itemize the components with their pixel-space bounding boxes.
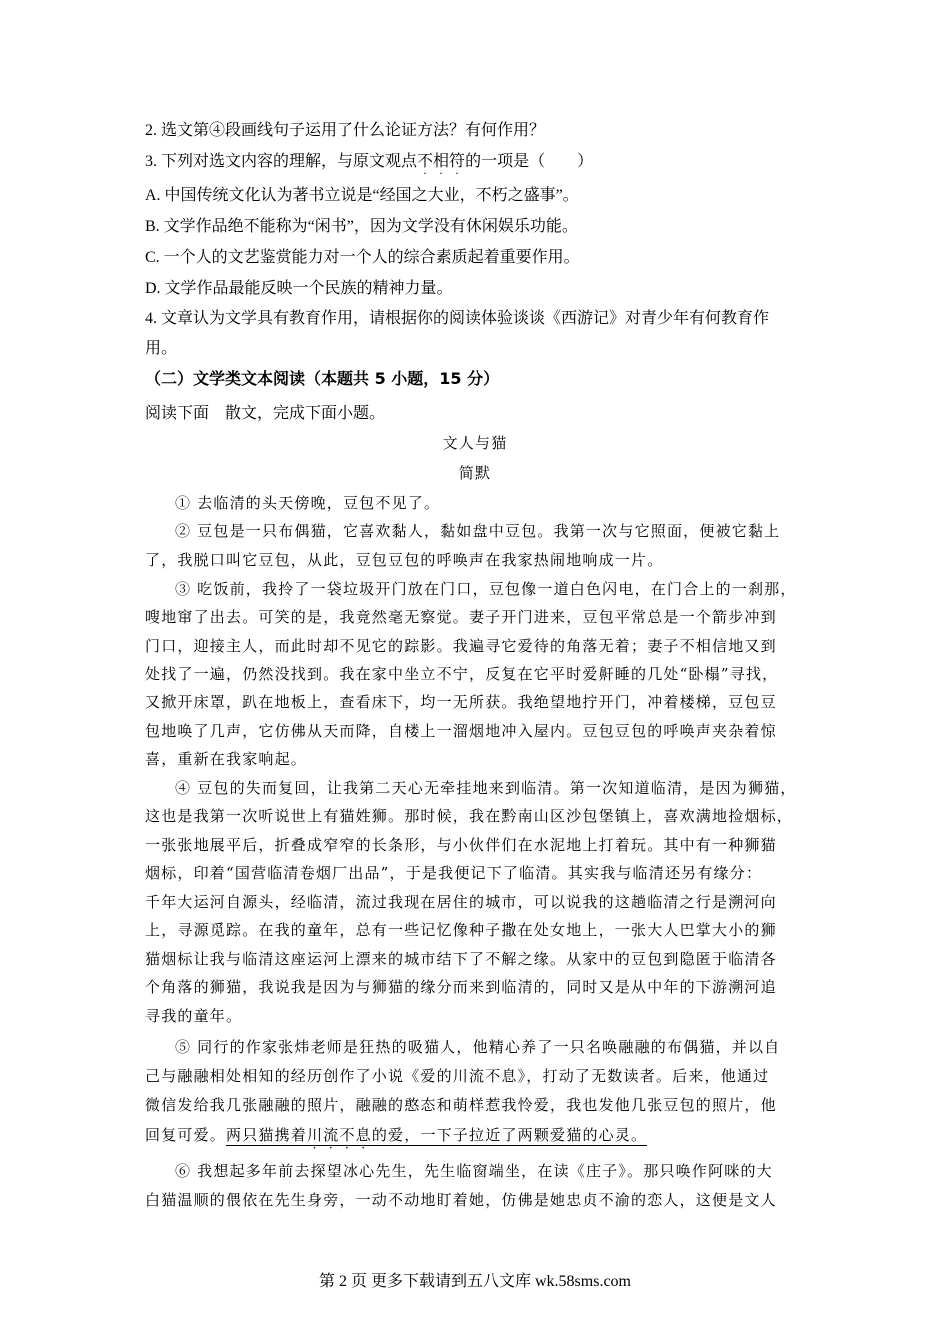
emphasis-char: 相 — [433, 153, 450, 170]
emphasis-char: 流 — [323, 1126, 340, 1144]
article-title: 文人与猫 — [442, 434, 508, 452]
question-3-tail: 的一项是（ ） — [465, 153, 594, 170]
paragraph-4-line: 猫烟标让我与临清这座运河上漂来的城市结下了不解之缘。从家中的豆包到隐匿于临清各 — [145, 950, 777, 968]
paragraph-4-line: 烟标，印着“国营临清卷烟厂出品”，于是我便记下了临清。其实我与临清还另有缘分： — [145, 864, 763, 882]
paragraph-1: ① 去临清的头天傍晚，豆包不见了。 — [175, 494, 441, 512]
paragraph-3-line: 嗖地窜了出去。可笑的是，我竟然毫无察觉。妻子开门进来，豆包平常总是一个箭步冲到 — [145, 608, 777, 626]
paragraph-4-line: 个角落的狮猫，我说我是因为与狮猫的缘分而来到临清的，同时又是从中年的下游溯河追 — [145, 978, 777, 996]
option-a: A. 中国传统文化认为著书立说是“经国之大业，不朽之盛事”。 — [145, 187, 579, 204]
paragraph-3-line: 门口，迎接主人，而此时却不见它的踪影。我遍寻它爱待的角落无着；妻子不相信地又到 — [145, 637, 777, 655]
emphasis-char: 符 — [449, 153, 466, 170]
paragraph-2-line: ② 豆包是一只布偶猫，它喜欢黏人，黏如盘中豆包。我第一次与它照面，便被它黏上 — [175, 522, 781, 540]
question-3-text: 3. 下列对选文内容的理解，与原文观点 — [145, 153, 418, 170]
paragraph-5-line: ⑤ 同行的作家张炜老师是狂热的吸猫人，他精心养了一只名唤融融的布偶猫，并以自 — [175, 1038, 781, 1056]
question-4-line-2: 用。 — [145, 340, 178, 357]
option-c: C. 一个人的文艺鉴赏能力对一个人的综合素质起着重要作用。 — [145, 249, 580, 266]
paragraph-4-line: 这也是我第一次听说世上有猫姓狮。那时候，我在黔南山区沙包堡镇上，喜欢满地捡烟标， — [145, 807, 794, 825]
paragraph-3-line: 喜，重新在我家响起。 — [145, 750, 308, 768]
paragraph-5-text: 回复可爱。 — [145, 1126, 227, 1144]
paragraph-3-line: 又掀开床罩，趴在地板上，查看床下，均一无所获。我绝望地拧开门，冲着楼梯，豆包豆 — [145, 693, 777, 711]
paragraph-6-line: 白猫温顺的偎依在先生身旁，一动不动地盯着她，仿佛是她忠贞不渝的恋人，这便是文人 — [145, 1191, 777, 1209]
paragraph-3-line: 包地唤了几声，它仿佛从天而降，自楼上一溜烟地冲入屋内。豆包豆包的呼唤声夹杂着惊 — [145, 722, 777, 740]
paragraph-4-line: 千年大运河自源头，经临清，流过我现在居住的城市，可以说我的这趟临清之行是溯河向 — [145, 893, 777, 911]
article-author: 简默 — [458, 464, 492, 482]
paragraph-4-line: ④ 豆包的失而复回，让我第二天心无牵挂地来到临清。第一次知道临清，是因为狮猫， — [175, 779, 797, 797]
option-d: D. 文学作品最能反映一个民族的精神力量。 — [145, 280, 453, 297]
question-4-line-1: 4. 文章认为文学具有教育作用，请根据你的阅读体验谈谈《西游记》对青少年有何教育作 — [145, 310, 770, 327]
paragraph-5-line: 微信发给我几张融融的照片，融融的憨态和萌样惹我怜爱，我也发他几张豆包的照片，他 — [145, 1096, 777, 1114]
paragraph-2-line: 了，我脱口叫它豆包，从此，豆包豆包的呼唤声在我家热闹地响成一片。 — [145, 551, 664, 569]
emphasis-char: 不 — [417, 153, 434, 170]
question-2: 2. 选文第④段画线句子运用了什么论证方法？有何作用？ — [145, 122, 546, 139]
paragraph-3-line: ③ 吃饭前，我拎了一袋垃圾开门放在门口，豆包像一道白色闪电，在门合上的一刹那， — [175, 580, 797, 598]
paragraph-5-line — [145, 1124, 647, 1145]
option-b: B. 文学作品绝不能称为“闲书”，因为文学没有休闲娱乐功能。 — [145, 218, 578, 235]
underlined-text: 的爱，一下子拉近了两颗爱猫的心灵。 — [371, 1126, 648, 1144]
paragraph-3-line: 处找了一遍，仍然没找到。我在家中坐立不宁，反复在它平时爱鼾睡的几处“卧榻”寻找， — [145, 665, 779, 683]
section-heading: （二）文学类文本阅读（本题共 5 小题，15 分） — [145, 369, 500, 388]
question-3 — [145, 148, 593, 171]
underlined-sentence — [226, 1126, 647, 1146]
emphasis-char: 息 — [355, 1126, 372, 1144]
underlined-text: 两只猫携着 — [226, 1126, 308, 1144]
emphasis-char: 川 — [307, 1126, 324, 1144]
paragraph-5-line: 己与融融相处相知的经历创作了小说《爱的川流不息》，打动了无数读者。后来，他通过 — [145, 1067, 770, 1085]
paragraph-6-line: ⑥ 我想起多年前去探望冰心先生，先生临窗端坐，在读《庄子》。那只唤作阿咪的大 — [175, 1162, 773, 1180]
paragraph-4-line: 一张张地展平后，折叠成窄窄的长条形，与小伙伴们在水泥地上打着玩。其中有一种狮猫 — [145, 836, 777, 854]
page-footer: 第 2 页 更多下载请到五八文库 wk.58sms.com — [318, 1273, 631, 1290]
section-instruction: 阅读下面 散文，完成下面小题。 — [145, 405, 386, 422]
paragraph-4-line: 上，寻源觅踪。在我的童年，总有一些记忆像种子撒在处女地上，一张大人巴掌大小的狮 — [145, 921, 777, 939]
paragraph-4-line: 寻我的童年。 — [145, 1007, 243, 1025]
emphasis-char: 不 — [339, 1126, 356, 1144]
